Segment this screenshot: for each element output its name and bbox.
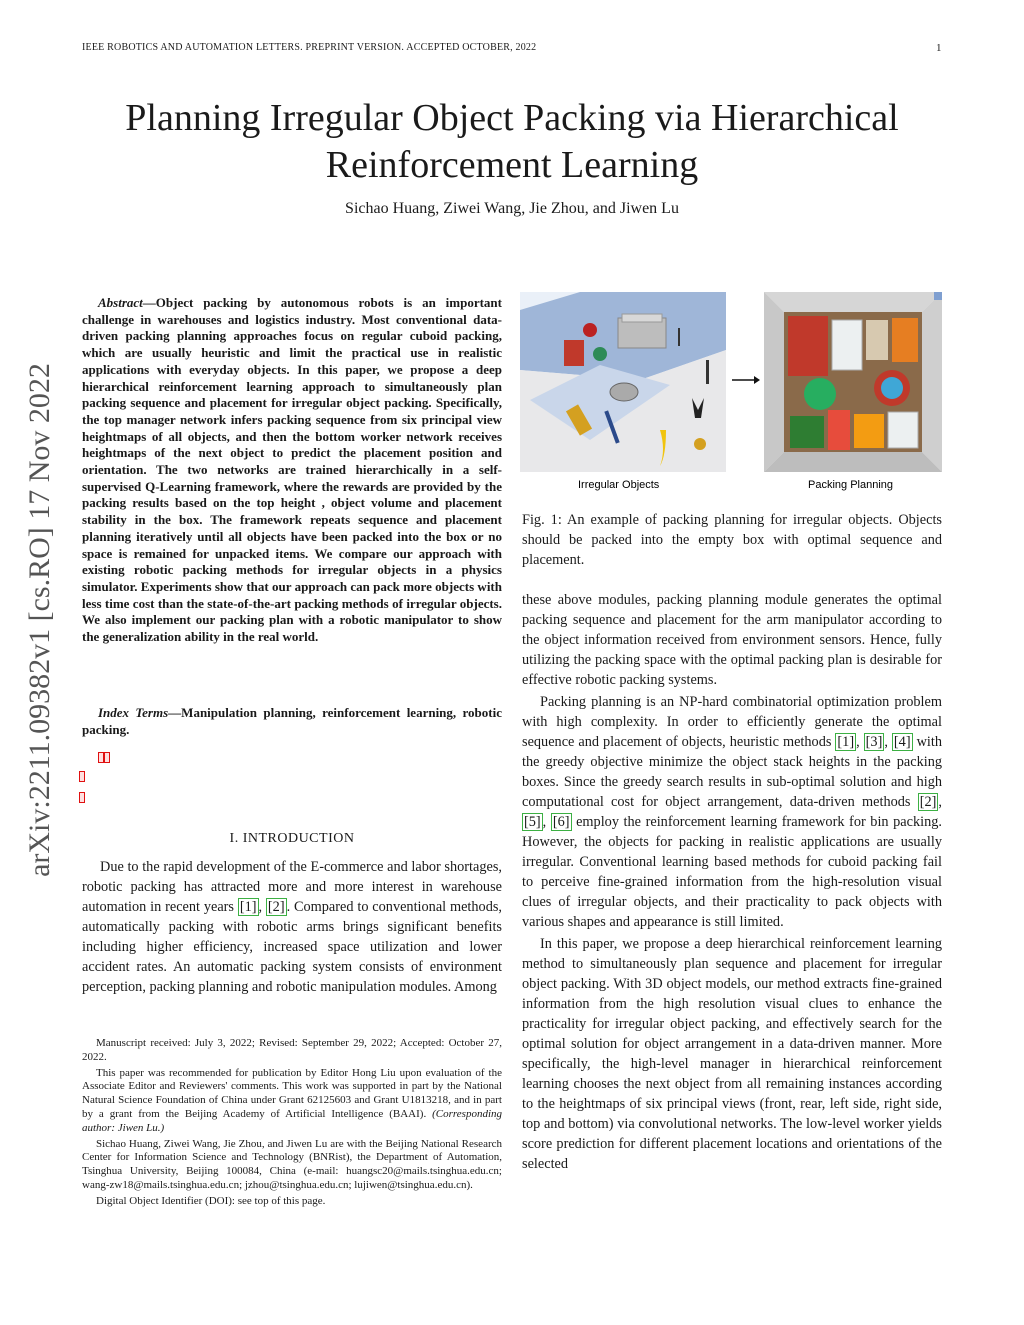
abstract xyxy=(82,295,502,646)
irregular-objects-scene xyxy=(520,292,726,472)
citation-link[interactable]: [2] xyxy=(919,794,937,810)
citation-link[interactable]: [1] xyxy=(837,734,855,750)
intro-column xyxy=(82,857,502,997)
footnotes xyxy=(82,1037,502,1211)
footnote-manuscript: Manuscript received: July 3, 2022; Revised: September 29, 2022; Accepted: October 27, 2022. xyxy=(82,1037,502,1063)
citation-link[interactable]: [5] xyxy=(524,814,541,830)
intro-paragraph: Due to the rapid development of the E-commerce and labor shortages, robotic packing has attracted more and more interest in warehouse automation in recent years [1] , [2] . Compared to conventional methods, automatically packing with robotic arms brings significant benefits including higher efficiency, increased space utilization and lower accident rates. An automatic packing system consists of environment perception, packing planning and robotic manipulation modules. Among xyxy=(82,859,502,995)
citation-link[interactable]: [1] xyxy=(239,899,257,915)
figure-1 xyxy=(520,290,944,500)
citation-link[interactable]: [3] xyxy=(865,734,883,750)
annotation-marker xyxy=(79,792,85,803)
right-column xyxy=(522,590,942,1176)
figure-1-illustration xyxy=(520,290,944,500)
abstract-text: —Object packing by autonomous robots is an important challenge in warehouses and logistics industry. Most conventional data-driven packing planning approaches focus on regular cuboid packing, which are usually heuristic and limit the practical use in realistic applications with everyday objects. In this paper, we propose a deep hierarchical reinforcement learning approach to simultaneously plan packing sequence and placement for irregular object packing. Specifically, the top manager network infers packing sequence from six principal view heightmaps of all objects, and then the bottom worker network receives heightmaps of the next object to predict the placement position and orientation. The two networks are trained hierarchically in a self-supervised Q-Learning framework, where the rewards are provided by the packing results based on the top height , object volume and placement stability in the box. The framework repeats sequence and placement planning iteratively until all objects have been packed into the box or no space is remained for unpacked items. We compare our approach with existing robotic packing methods for irregular objects in a physics simulator. Experiments show that our approach can pack more objects with less time cost than the state-of-the-art packing methods of irregular objects. We also implement our packing plan with a robotic manipulator to show the generalization ability in the real world. xyxy=(82,295,502,645)
figure-label-right: Packing Planning xyxy=(808,479,894,491)
section-heading: I. INTRODUCTION xyxy=(229,831,355,846)
running-header: IEEE ROBOTICS AND AUTOMATION LETTERS. PREPRINT VERSION. ACCEPTED OCTOBER, 2022 xyxy=(82,42,537,53)
index-terms-text: —Manipulation planning, reinforcement learning, robotic packing. xyxy=(82,705,502,737)
page-number: 1 xyxy=(936,42,942,54)
figure-label-left: Irregular Objects xyxy=(578,479,660,491)
footnote-funding: This paper was recommended for publication by Editor Hong Liu upon evaluation of the Associate Editor and Reviewers' comments. This work was supported in part by the National Natural Science Foundation of China under Grant 62125603 and Grant U1813218, and in part by a grant from the Beijing Academy of Artificial Intelligence (BAAI). (Corresponding author: Jiwen Lu.) xyxy=(82,1066,502,1134)
arxiv-id: arXiv:2211.09382v1 [cs.RO] 17 Nov 2022 xyxy=(23,363,56,877)
arxiv-watermark xyxy=(0,270,80,970)
right-paragraph-3: In this paper, we propose a deep hierarchical reinforcement learning method to simultaneously plan sequence and placement for irregular object packing. With 3D object models, our method extracts fine-grained information from the high resolution visual clues to enhance the practicality for irregular object packing, and effectively search for the optimal solution for object arrangement in a data-driven manner. More specifically, the high-level manager in hierarchical reinforcement learning chooses the next object from all remaining instances according to the heightmaps of six principal views (front, rear, left side, right side, top and bottom) via convolutional networks. The low-level worker yields score prediction for different placement locations and orientations of the selected xyxy=(522,936,942,1172)
citation-link[interactable]: [6] xyxy=(552,814,570,830)
footnote-doi: Digital Object Identifier (DOI): see top of this page. xyxy=(96,1194,326,1207)
title-line-2: Reinforcement Learning xyxy=(325,144,699,186)
right-paragraph-1: these above modules, packing planning module generates the optimal packing sequence and placement for the arm manipulator according to the object information received from environment sensors. Hence, fully utilizing the packing space with the optimal packing plan is desirable for effective robotic packing systems. xyxy=(522,592,942,688)
right-paragraph-2: Packing planning is an NP-hard combinatorial optimization problem with high complexity. In order to efficiently generate the optimal sequence and placement of objects, heuristic methods [1] , [3] , [4] with the greedy objective minimize the object stack heights in the packing boxes. Since the greedy search results in sub-optimal solution and high computational cost for object arrangement, data-driven methods [2] , [5] , [6] employ the reinforcement learning framework for bin packing. However, the objects for packing in realistic applications are usually irregular. Conventional learning based methods for cuboid packing fail to perceive fine-grained information from the high-resolution visual clues of irregular objects, and their practicality to pack objects with various shapes and appearance is still limited. xyxy=(522,694,942,930)
paper-title xyxy=(60,95,964,189)
figure-caption: Fig. 1: An example of packing planning for irregular objects. Objects should be packed into the empty box with optimal sequence and placement. xyxy=(522,512,942,568)
abstract-label: Abstract xyxy=(98,295,143,310)
citation-link[interactable]: [2] xyxy=(267,899,285,915)
title-line-1: Planning Irregular Object Packing via Hierarchical xyxy=(125,97,899,139)
packing-planning-scene xyxy=(764,292,942,472)
annotation-marker xyxy=(79,771,85,782)
annotation-marker xyxy=(104,752,110,763)
citation-link[interactable]: [4] xyxy=(893,734,911,750)
footnote-affiliations: Sichao Huang, Ziwei Wang, Jie Zhou, and Jiwen Lu are with the Beijing National Research Center for Information Science and Technology (BNRist), the Department of Automation, Tsinghua University, Beijing 100084, China (e-mail: huangsc20@mails.tsinghua.edu.cn; wang-zw18@mails.tsinghua.edu.cn; jzhou@tsinghua.edu.cn; lujiwen@tsinghua.edu.cn). xyxy=(82,1137,502,1191)
index-terms-label: Index Terms xyxy=(98,705,169,720)
author-list: Sichao Huang, Ziwei Wang, Jie Zhou, and Jiwen Lu xyxy=(345,200,679,217)
index-terms xyxy=(82,705,502,738)
